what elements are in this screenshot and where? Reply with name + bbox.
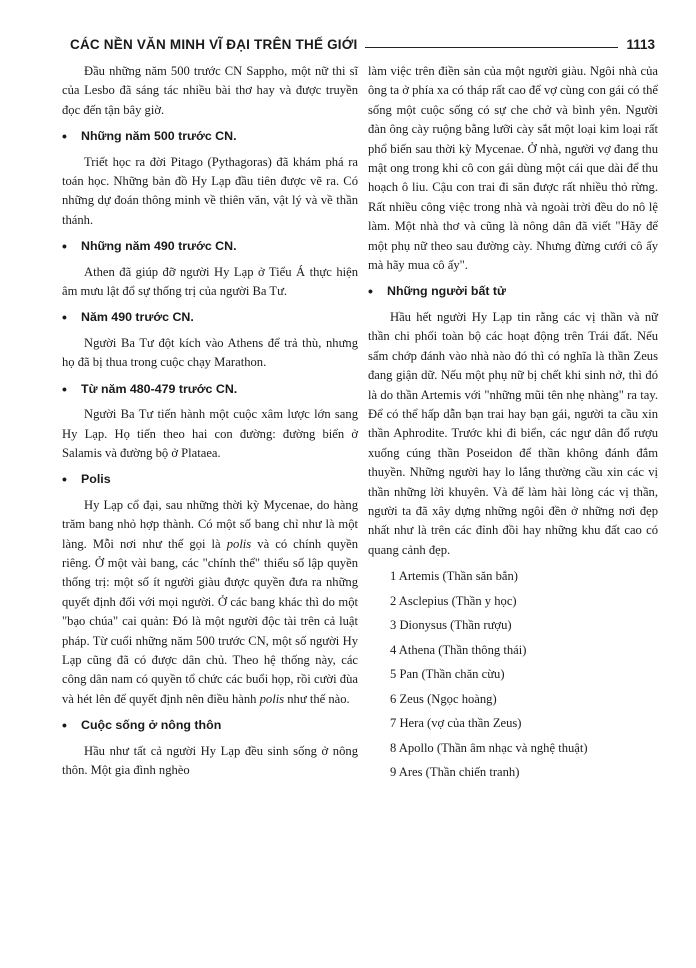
section-paragraph: Triết học ra đời Pitago (Pythagoras) đã khám phá ra toán học. Những bản đồ Hy Lạp đầu tiên được vẽ ra. Có những dự đoán thông minh về thiên văn, vật lý và về thần thánh. <box>62 154 358 227</box>
section-heading <box>62 716 358 735</box>
running-header <box>70 30 655 52</box>
section-heading-text: Những người bất tử <box>387 284 506 299</box>
section-paragraph: Hầu hết người Hy Lạp tin rằng các vị thần và nữ thần chi phối toàn bộ các hoạt động trên Trái đất. Nếu sấm chớp đánh vào nhà nào đó thì có nghĩa là thần Zeus đang giận dữ. Nếu một phụ nữ bị chết khi sinh nở, thì đó là do thần Artemis với "những mũi tên nhẹ nhàng" ra tay. Để có thể hấp dẫn bạn trai hay bạn gái, người ta cầu xin thần Aphrodite. Trước khi đi biển, các ngư dân đổ rượu xuống cúng thần Poseidon để thần không đánh đắm thuyền. Những người hay lo lắng thường cầu xin các vị thần những lời khuyên. Và để làm hài lòng các vị thần, người ta đã xây dựng những ngôi đền ở những nơi đẹp nhất như là trên các đỉnh đồi hay những khu đất cao có quang cảnh đẹp. <box>368 309 658 557</box>
running-header-title: CÁC NỀN VĂN MINH VĨ ĐẠI TRÊN THẾ GIỚI <box>70 37 358 52</box>
section-heading-text: Năm 490 trước CN. <box>81 310 194 325</box>
bullet-icon: • <box>62 309 67 326</box>
list-item: 2 Asclepius (Thần y học) <box>390 593 517 608</box>
section-paragraph: Người Ba Tư tiến hành một cuộc xâm lược lớn sang Hy Lạp. Họ tiến theo hai con đường: đường biển ở Salamis và đường bộ ở Plataea. <box>62 407 358 460</box>
bullet-icon: • <box>62 471 67 488</box>
page-number: 1113 <box>626 37 655 52</box>
left-column <box>62 62 358 787</box>
polis-text-c: như thế nào. <box>284 691 350 706</box>
bullet-icon: • <box>62 238 67 255</box>
bullet-icon: • <box>62 380 67 397</box>
polis-text-a: Hy Lạp cổ đại, sau những thời kỳ Mycenae, do hàng trăm bang nhỏ hợp thành. Có một số bang chỉ như là một làng. Mỗi nơi như thế gọi là <box>62 497 358 551</box>
list-item: 7 Hera (vợ của thần Zeus) <box>390 716 522 731</box>
list-item: 4 Athena (Thần thông thái) <box>390 642 527 657</box>
section-heading-text: Polis <box>81 472 111 487</box>
list-item: 1 Artemis (Thần săn bắn) <box>390 569 519 584</box>
polis-paragraph <box>62 496 358 709</box>
list-item: 6 Zeus (Ngọc hoàng) <box>390 691 497 706</box>
section-paragraph: Athen đã giúp đỡ người Hy Lạp ở Tiểu Á thực hiện âm mưu lật đổ sự thống trị của người Ba Tư. <box>62 264 358 299</box>
section-heading <box>62 380 358 399</box>
section-heading-text: Từ năm 480-479 trước CN. <box>81 381 238 396</box>
section-heading-text: Cuộc sống ở nông thôn <box>81 718 222 733</box>
section-heading <box>62 470 358 489</box>
section-heading-text: Những năm 490 trước CN. <box>81 239 237 254</box>
section-heading-text: Những năm 500 trước CN. <box>81 129 237 144</box>
section-heading <box>62 127 358 146</box>
list-item: 5 Pan (Thần chăn cừu) <box>390 667 505 682</box>
intro-paragraph: Đầu những năm 500 trước CN Sappho, một nữ thi sĩ của Lesbo đã sáng tác nhiều bài thơ hay và được truyền đọc đến tận bây giờ. <box>62 64 358 117</box>
gods-list <box>368 567 658 782</box>
list-item: 3 Dionysus (Thần rượu) <box>390 618 512 633</box>
list-item: 8 Apollo (Thần âm nhạc và nghệ thuật) <box>390 740 588 755</box>
right-column <box>368 62 658 788</box>
list-item: 9 Ares (Thần chiến tranh) <box>390 765 520 780</box>
bullet-icon: • <box>62 128 67 145</box>
polis-text-b: và có chính quyền riêng. Ở một vài bang, các "chính thể" thiểu số lập quyền thống trị: một số ít người giàu được quyền đưa ra những quyết định đối với mọi người. Ở các bang khác thì do một "bạo chúa" cai quản: Đó là một người độc tài trên cả luật pháp. Từ cuối những năm 500 trước CN, một số người Hy Lạp cũng đã có được dân chủ. Theo hệ thống này, các công dân nam có quyền tổ chức các buổi họp, rồi cười đùa và hét lên để quyết định nên điều hành <box>62 536 359 706</box>
bullet-icon: • <box>368 283 373 300</box>
section-heading <box>62 308 358 327</box>
section-heading <box>368 282 658 301</box>
continued-paragraph: làm việc trên điền sản của một người giàu. Ngôi nhà của ông ta ở phía xa có tháp rất cao để vợ cùng con gái có thể sống một cuộc sống có sự che chở và bình yên. Người đàn ông cày ruộng bằng lưỡi cày sắt một loại kim loại rất phổ biến sau thời kỳ Mycenae. Ở nhà, người vợ đang thu mật ong trong khi cô con gái dùng một cái que dài để thu hoạch ô liu. Cậu con trai đi săn được rất nhiều thỏ rừng. Rất nhiều công việc trong nhà và ngoài trời đều do nô lệ làm. Một nhà thơ và cũng là nông dân đã viết "Hãy để một phụ nữ theo sau đường cày. Nhưng đừng cưới cô ấy mà hãy mua cô ấy". <box>368 64 658 273</box>
polis-term: polis <box>259 691 285 706</box>
section-heading <box>62 237 358 256</box>
header-rule <box>365 47 618 48</box>
section-paragraph: Hầu như tất cả người Hy Lạp đều sinh sống ở nông thôn. Một gia đình nghèo <box>62 743 358 777</box>
section-paragraph: Người Ba Tư đột kích vào Athens để trả thù, nhưng họ đã bị thua trong cuộc chạy Marathon. <box>62 335 358 370</box>
polis-term: polis <box>226 536 252 551</box>
bullet-icon: • <box>62 717 67 734</box>
